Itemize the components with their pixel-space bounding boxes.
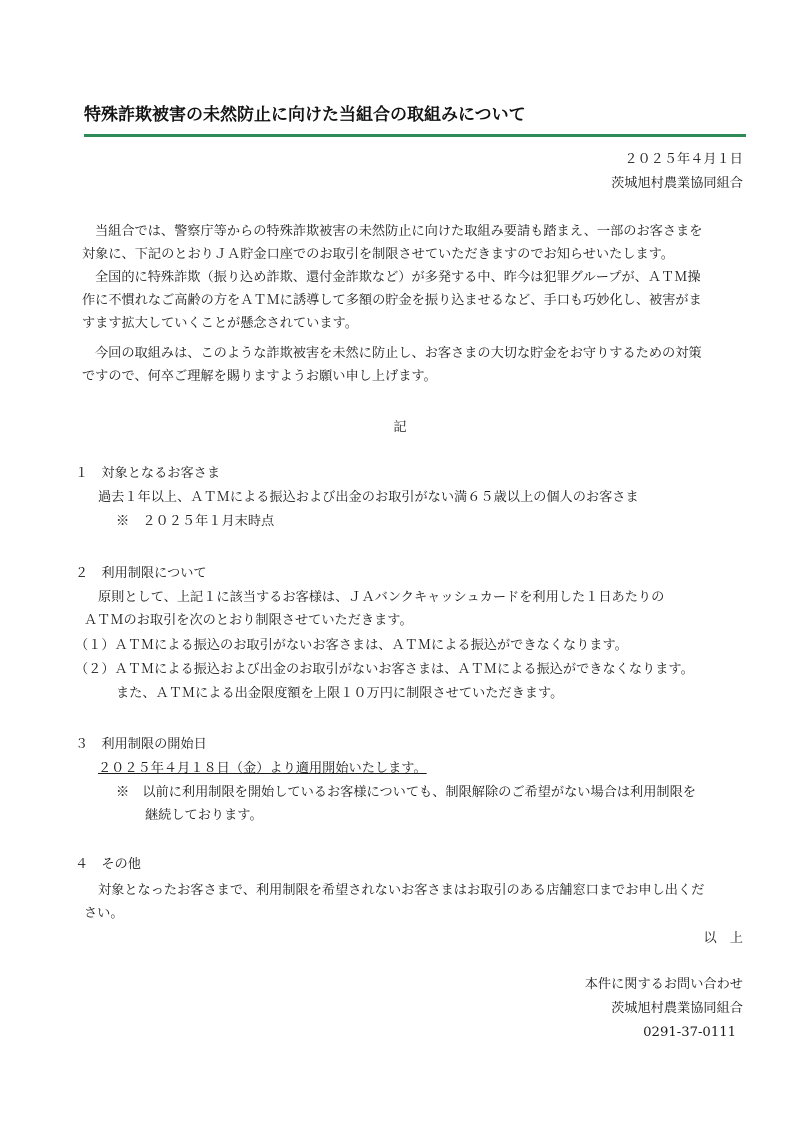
contact-label: 本件に関するお問い合わせ — [584, 977, 743, 992]
issue-date: ２０２５年４月１日 — [624, 152, 743, 167]
section4-heading: ４ その他 — [75, 857, 141, 872]
section2-heading: ２ 利用制限について — [75, 566, 207, 581]
intro-line: 当組合では、警察庁等からの特殊詐欺被害の未然防止に向けた取組み要請も踏まえ、一部のお客さまを — [95, 224, 703, 239]
section1-note: ※ ２０２５年１月末時点 — [116, 514, 275, 529]
issuer-name: 茨城旭村農業協同組合 — [611, 176, 743, 191]
closing-ijou: 以 上 — [703, 931, 743, 946]
section2-body: 原則として、上記１に該当するお客様は、ＪＡバンクキャッシュカードを利用した１日あたりの — [98, 590, 665, 605]
section3-start-date: ２０２５年４月１８日（金）より適用開始いたします。 — [98, 761, 427, 776]
contact-org: 茨城旭村農業協同組合 — [611, 1001, 743, 1016]
intro-line: 作に不慣れなご高齢の方をＡＴＭに誘導して多額の貯金を振り込ませるなど、手口も巧妙化し、被害がま — [82, 293, 702, 308]
intro-line: 全国的に特殊詐欺（振り込め詐欺、還付金詐欺など）が多発する中、昨今は犯罪グループが、ＡＴＭ操 — [95, 270, 701, 285]
section4-body: 対象となったお客さまで、利用制限を希望されないお客さまはお取引のある店舗窓口までお申し出くだ — [98, 883, 705, 898]
ki-heading: 記 — [393, 420, 407, 435]
section2-item: （２）ＡＴＭによる振込および出金のお取引がないお客さまは、ＡＴＭによる振込ができなくなります。 — [75, 662, 694, 677]
section3-note: ※ 以前に利用制限を開始しているお客様についても、制限解除のご希望がない場合は利用制限を — [116, 785, 696, 800]
title-divider — [84, 134, 746, 137]
contact-phone: 0291-37-0111 — [643, 1025, 736, 1040]
intro-line: 今回の取組みは、このような詐欺被害を未然に防止し、お客さまの大切な貯金をお守りするための対策 — [95, 346, 702, 361]
section2-item-continued: また、ＡＴＭによる出金限度額を上限１０万円に制限させていただきます。 — [116, 686, 564, 701]
section1-body: 過去１年以上、ＡＴＭによる振込および出金のお取引がない満６５歳以上の個人のお客さま — [98, 490, 639, 505]
intro-line: すます拡大していくことが懸念されています。 — [82, 316, 358, 331]
section3-heading: ３ 利用制限の開始日 — [75, 737, 207, 752]
section3-note-continued: 継続しております。 — [145, 808, 263, 823]
section2-body: ＡＴＭのお取引を次のとおり制限させていただきます。 — [84, 613, 413, 628]
section2-item: （１）ＡＴＭによる振込のお取引がないお客さまは、ＡＴＭによる振込ができなくなります。 — [75, 638, 628, 653]
page-title: 特殊詐欺被害の未然防止に向けた当組合の取組みについて — [84, 105, 526, 125]
intro-line: 対象に、下記のとおりＪＡ貯金口座でのお取引を制限させていただきますのでお知らせいたします。 — [82, 247, 674, 262]
section1-heading: １ 対象となるお客さま — [75, 466, 221, 481]
intro-line: ですので、何卒ご理解を賜りますようお願い申し上げます。 — [82, 369, 437, 384]
section4-body: さい。 — [84, 906, 124, 921]
